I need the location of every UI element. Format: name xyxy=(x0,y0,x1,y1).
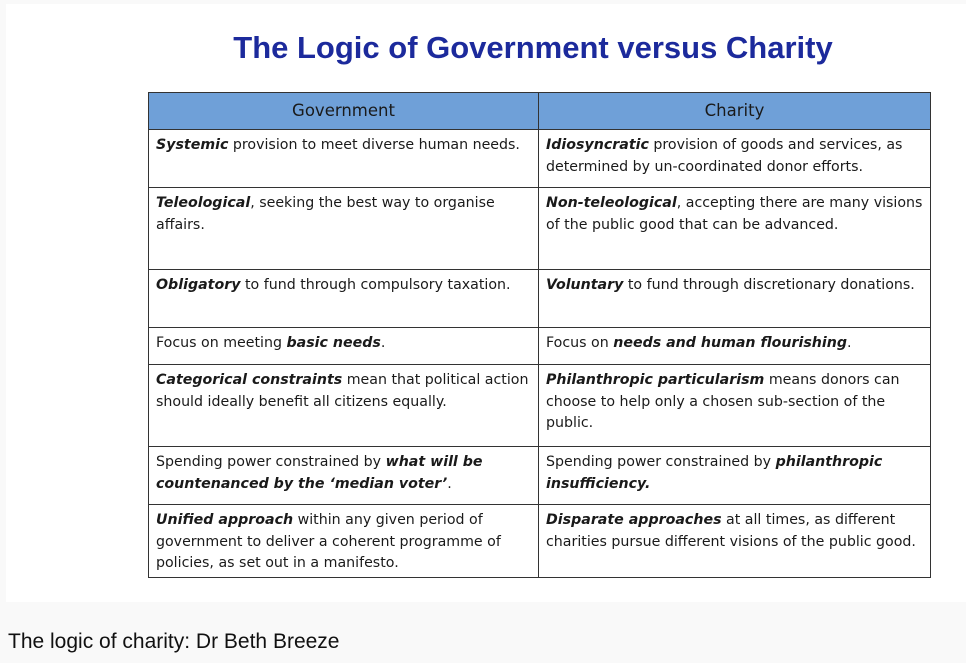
emphasis: Systemic xyxy=(156,137,229,153)
emphasis: Non-teleological xyxy=(546,195,677,211)
cell-text: Focus on meeting xyxy=(156,335,287,351)
emphasis: Voluntary xyxy=(546,277,624,293)
emphasis: Teleological xyxy=(156,195,251,211)
cell-text: Spending power constrained by xyxy=(156,454,386,470)
charity-cell-particularism xyxy=(539,365,931,447)
table-row xyxy=(149,130,931,188)
gov-cell-unified xyxy=(149,505,539,578)
table-row xyxy=(149,505,931,578)
header-charity: Charity xyxy=(539,93,931,130)
cell-text: within any given period of government to deliver a coherent programme of policies, as set out in a manifesto. xyxy=(156,512,501,571)
image-caption: The logic of charity: Dr Beth Breeze xyxy=(8,630,340,653)
gov-cell-basic-needs xyxy=(149,328,539,365)
emphasis: Philanthropic particularism xyxy=(546,372,765,388)
cell-text: means donors can choose to help only a chosen sub-section of the public. xyxy=(546,372,900,431)
cell-text: provision to meet diverse human needs. xyxy=(228,137,520,153)
cell-text: provision of goods and services, as determined by un-coordinated donor efforts. xyxy=(546,137,903,175)
emphasis: Obligatory xyxy=(156,277,241,293)
table-row xyxy=(149,270,931,328)
gov-cell-systemic xyxy=(149,130,539,188)
gov-cell-teleological xyxy=(149,188,539,270)
emphasis: philanthropic insufficiency. xyxy=(546,454,883,492)
charity-cell-insufficiency xyxy=(539,447,931,505)
gov-cell-categorical xyxy=(149,365,539,447)
emphasis: basic needs xyxy=(286,335,381,351)
emphasis: what will be countenanced by the ‘median voter’ xyxy=(156,454,483,492)
cell-text: . xyxy=(847,335,852,351)
slide-title: The Logic of Government versus Charity xyxy=(233,30,833,65)
header-government: Government xyxy=(149,93,539,130)
cell-text: mean that political action should ideally benefit all citizens equally. xyxy=(156,372,529,410)
charity-cell-disparate xyxy=(539,505,931,578)
cell-text: Spending power constrained by xyxy=(546,454,776,470)
table-header-row xyxy=(149,93,931,130)
charity-cell-flourishing xyxy=(539,328,931,365)
gov-cell-obligatory xyxy=(149,270,539,328)
cell-text: . xyxy=(447,475,452,492)
cell-text: Focus on xyxy=(546,335,614,351)
emphasis: Unified approach xyxy=(156,512,294,528)
cell-text: to fund through discretionary donations. xyxy=(623,277,915,293)
table-row xyxy=(149,365,931,447)
cell-text: to fund through compulsory taxation. xyxy=(240,277,511,293)
comparison-table xyxy=(148,92,931,578)
table-row xyxy=(149,328,931,365)
emphasis: Categorical constraints xyxy=(156,372,343,388)
cell-text: , seeking the best way to organise affairs. xyxy=(156,195,495,233)
charity-cell-non-teleological xyxy=(539,188,931,270)
table-row xyxy=(149,447,931,505)
table-row xyxy=(149,188,931,270)
emphasis: Disparate approaches xyxy=(546,512,722,528)
gov-cell-median-voter xyxy=(149,447,539,505)
cell-text: at all times, as different charities pursue different visions of the public good. xyxy=(546,512,916,550)
charity-cell-voluntary xyxy=(539,270,931,328)
charity-cell-idiosyncratic xyxy=(539,130,931,188)
emphasis: Idiosyncratic xyxy=(546,137,649,153)
cell-text: , accepting there are many visions of the public good that can be advanced. xyxy=(546,195,923,233)
cell-text: . xyxy=(380,335,386,351)
emphasis: needs and human flourishing xyxy=(613,335,848,351)
